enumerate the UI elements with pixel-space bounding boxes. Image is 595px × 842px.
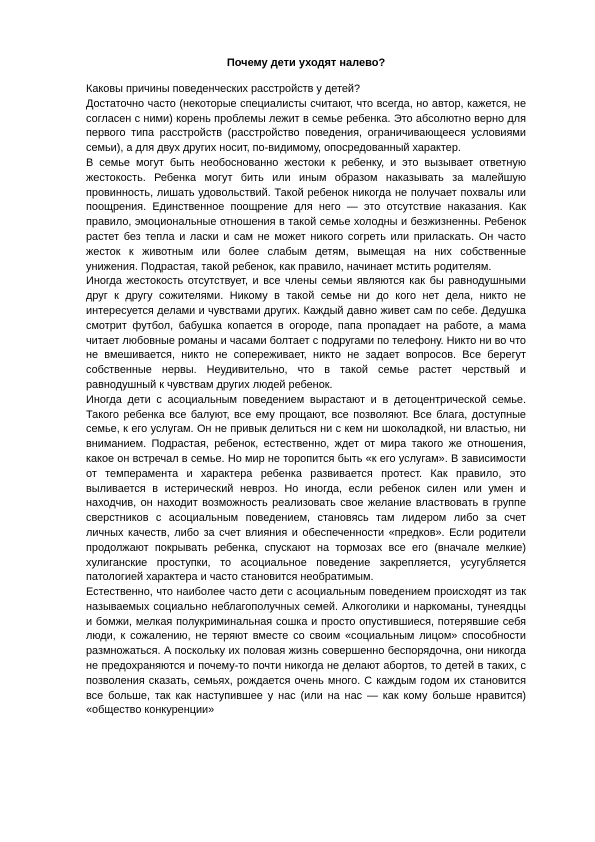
paragraph: Каковы причины поведенческих расстройств у детей? <box>86 83 361 95</box>
page-title: Почему дети уходят налево? <box>226 57 386 69</box>
paragraph: В семье могут быть необоснованно жестоки к ребенку, и это вызывает ответную жестокость. Ребенка могут бить или иным образом наказывать за малейшую провинность, лишать удовольствий. Такой ребенок никогда не получает похвалы или поощрения. Единственное поощрение для него — это отсутствие наказания. Как правило, эмоциональные отношения в такой семье холодны и безжизненны. Ребенок растет без тепла и ласки и сам не может никого согреть или приласкать. Он часто жесток к животным или более слабым детям, вымещая на них собственные унижения. Подрастая, такой ребенок, как правило, начинает мстить родителям. <box>86 156 526 273</box>
paragraph: Иногда жестокость отсутствует, и все члены семьи являются как бы равнодушными друг к другу сожителями. Никому в такой семье ни до кого нет дела, никто не интересуется делами и чувствами других. Каждый давно живет сам по себе. Дедушка смотрит футбол, бабушка копается в огороде, папа пропадает на работе, а мама читает любовные романы и часами болтает с подругами по телефону. Никто ни во что не вмешивается, никто не сопереживает, никто не задает вопросов. Все берегут собственные нервы. Неудивительно, что в такой семье растет черствый и равнодушный к чувствам других людей ребенок. <box>86 275 526 391</box>
paragraph: Иногда дети с асоциальным поведением вырастают и в детоцентрической семье. Такого ребенка все балуют, все ему прощают, все позволяют. Все блага, доступные семье, к его услугам. Он не привык делиться ни с кем ни шоколадкой, ни властью, ни вниманием. Подрастая, ребенок, естественно, ждет от мира такого же отношения, какое он встречал в семье. Но мир не торопится быть «к его услугам». В зависимости от темперамента и характера ребенка развивается протест. Как правило, это выливается в истерический невроз. Но иногда, если ребенок силен или умен и находчив, он находит возможность реализовать свое желание властвовать в группе сверстников с асоциальным поведением, становясь там лидером либо за счет личных качеств, либо за счет влияния и обеспеченности «предков». Если родители продолжают покрывать ребенка, спускают на тормозах все его (вначале мелкие) хулиганские проступки, то асоциальное поведение закрепляется, усугубляется патологией характера и часто становится необратимым. <box>86 393 526 584</box>
paragraph: Достаточно часто (некоторые специалисты считают, что всегда, но автор, кажется, не согласен с ними) корень проблемы лежит в семье ребенка. Это абсолютно верно для первого типа расстройств (расстройство поведения, ограничивающееся условиями семьи), а для двух других носит, по-видимому, опосредованный характер. <box>86 97 526 155</box>
paragraph: Естественно, что наиболее часто дети с асоциальным поведением происходят из так называемых социально неблагополучных семей. Алкоголики и наркоманы, тунеядцы и бомжи, мелкая полукриминальная сошка и просто опустившиеся, потерявшие себя люди, к сожалению, не теряют вместе со своим «социальным лицом» способности размножаться. А поскольку их половая жизнь совершенно беспорядочна, они никогда не предохраняются и почему-то почти никогда не делают абортов, то детей в таких, с позволения сказать, семьях, рождается очень много. С каждым годом их становится все больше, так как наступившее у нас (или на нас — как кому больше нравится) «общество конкуренции» <box>86 586 526 717</box>
body-text <box>86 82 526 718</box>
